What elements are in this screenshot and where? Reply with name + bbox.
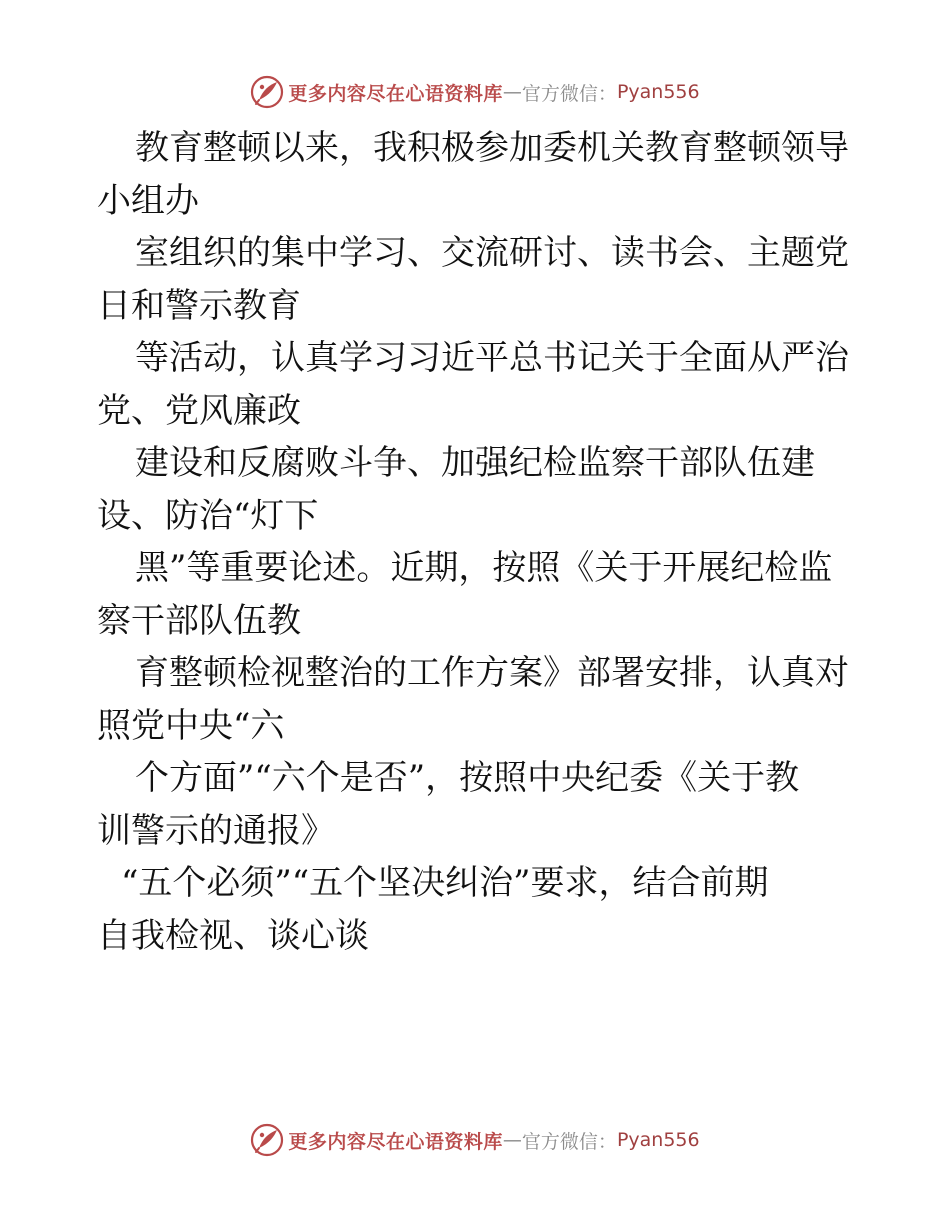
paragraph-line: 察干部队伍教 xyxy=(97,600,301,641)
document-body xyxy=(97,122,857,962)
banner-contact-id: Pyan556 xyxy=(616,1129,700,1151)
banner-dash: — xyxy=(502,1129,522,1151)
paragraph xyxy=(97,122,857,227)
banner-contact-id: Pyan556 xyxy=(616,81,700,103)
paragraph-line: 照党中央“六 xyxy=(97,705,285,746)
paragraph-line: 室组织的集中学习、交流研讨、读书会、主题党 xyxy=(135,233,849,273)
footer-watermark xyxy=(0,1120,950,1160)
paragraph xyxy=(97,437,857,542)
banner-title: 更多内容尽在心语资料库 xyxy=(288,82,503,105)
paragraph xyxy=(97,227,857,332)
paragraph-line: 建设和反腐败斗争、加强纪检监察干部队伍建 xyxy=(135,443,815,483)
paragraph-line: 等活动，认真学习习近平总书记关于全面从严治 xyxy=(135,338,849,378)
paragraph-line: 育整顿检视整治的工作方案》部署安排，认真对 xyxy=(135,653,849,693)
quill-logo-icon xyxy=(250,75,284,109)
banner-contact-label: 官方微信： xyxy=(521,1130,617,1153)
paragraph-line: 小组办 xyxy=(97,180,199,221)
banner-contact-label: 官方微信： xyxy=(521,82,617,105)
paragraph-line: “五个必须”“五个坚决纠治”要求，结合前期 xyxy=(121,863,769,903)
paragraph-line: 自我检视、谈心谈 xyxy=(97,915,369,956)
header-watermark xyxy=(0,72,950,112)
paragraph-line: 设、防治“灯下 xyxy=(97,495,319,536)
paragraph-line: 个方面”“六个是否”，按照中央纪委《关于教 xyxy=(135,758,800,798)
paragraph xyxy=(97,647,857,752)
paragraph-line: 训警示的通报》 xyxy=(97,810,335,851)
paragraph xyxy=(97,542,857,647)
paragraph-line: 教育整顿以来，我积极参加委机关教育整顿领导 xyxy=(135,128,849,168)
quill-logo-icon xyxy=(250,1123,284,1157)
paragraph-line: 日和警示教育 xyxy=(97,285,301,326)
paragraph xyxy=(97,752,857,857)
banner-dash: — xyxy=(502,81,522,103)
paragraph-line: 黑”等重要论述。近期，按照《关于开展纪检监 xyxy=(135,548,833,588)
paragraph-line: 党、党风廉政 xyxy=(97,390,301,431)
paragraph xyxy=(97,332,857,437)
banner-title: 更多内容尽在心语资料库 xyxy=(288,1130,503,1153)
paragraph xyxy=(97,857,857,962)
